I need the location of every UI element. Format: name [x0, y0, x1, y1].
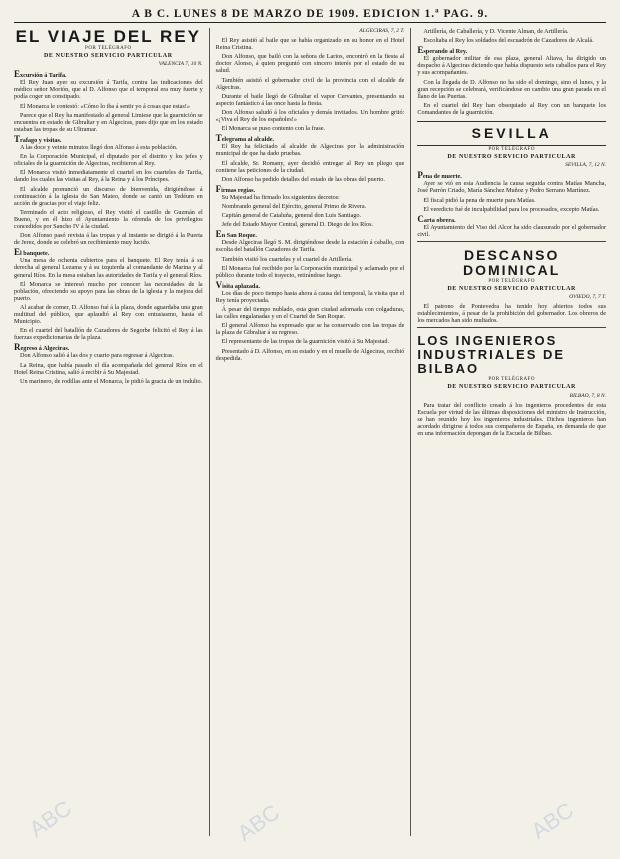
article-paragraph: En el cuartel del batallón de Cazadores de Segorbe felicitó el Rey á las fuerzas expedicionarias de la plaza.: [14, 327, 203, 342]
item-heading: Esperando al Rey.: [417, 45, 468, 56]
article-paragraph: Al acabar de comer, D. Alfonso fué á la plaza, donde aguardaba una gran multitud del público, que aplaudió al Rey con entusiasmo, hasta el Municipio.: [14, 303, 203, 326]
article-paragraph: Su Majestad ha firmado los siguientes decretos:: [221, 193, 340, 201]
item-heading: Trafago y visitas.: [14, 133, 62, 144]
article-paragraph: El patrono de Pontevedra ha tenido hoy abiertos todos sus establecimientos, á pesar de la prohibición del gobernador. Los obreros de los mercados han sido multados.: [417, 303, 606, 325]
article-paragraph: Un marinero, de rodillas ante el Monarca, le pidió la gracia de un indulto.: [20, 377, 203, 385]
article-paragraph: Á pesar del tiempo nublado, esta gran ciudad adornada con colgaduras, las calles engalanadas y en el Cuartel de San Roque.: [215, 306, 405, 321]
item-heading: Excursión á Tarifa.: [14, 69, 67, 80]
article-paragraph: Para tratar del conflicto creado á los ingenieros procedentes de esta Escuela por virtud de las últimas disposiciones del ministro de Instrucción, se han reunido hoy los ingenieros industriales. Dichos ingenieros han acordado dirigirse á todos sus compañeros de España, en demanda de que en una información depongan de la Escuela de Bilbao.: [417, 401, 606, 437]
article-paragraph: Nombrando general del Ejército, general Primo de Rivera.: [221, 202, 367, 210]
article-paragraph: El general Alfonso ha expresado que se ha conservado con las tropas de la plaza de Gibraltar á su regreso.: [215, 322, 405, 337]
byline: POR TELÉGRAFO: [85, 46, 132, 51]
article-paragraph: El Rey asistió al baile que se había organizado en su honor en el Hotel Reina Cristina.: [215, 37, 405, 52]
dateline: VALENCIA 7, 10 N.: [158, 61, 203, 68]
article-paragraph: El Monarca se interesó mucho por conocer las necesidades de la población, ofreciendo su apoyo para las obras de la iglesia y la mejora del puerto.: [14, 280, 203, 302]
article-paragraph: Don Alfonso, que bailó con la señora de Larios, encontró en la fiesta al doctor Alonso, á quien preguntó con sincero interés por el estado de su salud.: [215, 53, 405, 75]
article-paragraph: El Rey ha felicitado al alcalde de Algeciras por la administración municipal de que ha dado pruebas.: [215, 143, 405, 158]
article-paragraph: Artillería, de Caballería, y D. Vicente Alman, de Artillería.: [423, 28, 569, 35]
article-paragraph: El Monarca le contestó: «Cómo lo iba á sentir yo á cosas que estas!»: [20, 102, 190, 110]
article-paragraph: El fiscal pidió la pena de muerte para Matías.: [423, 196, 536, 204]
item-heading: El banquete.: [14, 247, 50, 258]
article-paragraph: La Reina, que había pasado el día acompañada del general Ríos en el Hotel Reina Cristina, salió á recibir á Su Majestad.: [14, 361, 203, 376]
article-paragraph: El representante de las tropas de la guarnición visitó á Su Majestad.: [221, 338, 390, 346]
article-paragraph: Don Alfonso ha pedido detalles del estado de las obras del puerto.: [221, 175, 385, 183]
dateline: BILBAO, 7, 8 N.: [569, 392, 606, 399]
dateline: ALGECIRAS, 7, 2 T.: [359, 28, 405, 34]
article-body: [14, 71, 203, 385]
article-title-descanso: DESCANSO DOMINICAL: [463, 246, 561, 278]
article-paragraph: El alcalde pronunció un discurso de bienvenida, dirigiéndose á continuación á la iglesia de San Mateo, donde se cantó un Tedéum en acción de gracias por el viaje feliz.: [14, 185, 203, 207]
item-heading: Firmas regias.: [215, 183, 256, 194]
watermark: ABC: [232, 799, 285, 846]
item-heading: Visita aplazada.: [215, 279, 260, 290]
article-paragraph: También asistió el gobernador civil de la provincia con el alcalde de Algeciras.: [215, 76, 405, 91]
article-title-sevilla: SEVILLA: [417, 121, 606, 146]
column-2: [209, 28, 405, 836]
article-body: [216, 37, 405, 362]
article-paragraph: Durante el baile llegó de Gibraltar el vapor Cervantes, presentando su aspecto fantástico á las once hasta la fiesta.: [215, 92, 405, 107]
article-paragraph: El Monarca fué recibido por la Corporación municipal y aclamado por el público durante todo el trayecto, retirándose luego.: [215, 264, 405, 279]
service-line: DE NUESTRO SERVICIO PARTICULAR: [447, 384, 576, 391]
article-paragraph: En el cuartel del Rey han obsequiado al Rey con un banquete los Comandantes de la guarnición.: [417, 101, 606, 116]
watermark: ABC: [526, 797, 579, 844]
article-title-viaje: EL VIAJE DEL REY: [15, 28, 202, 46]
article-paragraph: Presentado á D. Alfonso, en su estado y en el muelle de Algeciras, recibió despedida.: [215, 347, 405, 362]
column-3: [410, 28, 606, 836]
watermark: ABC: [24, 795, 77, 842]
article-paragraph: También visitó los cuarteles y el cuartel de Artillería.: [221, 255, 353, 263]
article-paragraph: Don Alfonso salió á las dos y cuarto para regresar á Algeciras.: [20, 352, 174, 360]
article-paragraph: El Rey Juan ayer su excursión á Tarifa, contra las indicaciones del médico señor Morión, que al D. Alfonso que el temporal era muy fuerte y podía coger un constipado.: [14, 79, 203, 101]
article-paragraph: El alcalde, Sr. Romany, ayer decidió entregar al Rey un pliego que contiene las peticiones de la ciudad.: [215, 159, 405, 174]
article-paragraph: Desde Algeciras llegó S. M. dirigiéndose desde la estación á caballo, con escolta del batallón Cazadores de Tarifa.: [215, 239, 405, 254]
article-paragraph: Capitán general de Cataluña, general don Luis Santiago.: [221, 212, 362, 220]
article-paragraph: Jefe del Estado Mayor Central, general D. Diego de los Ríos.: [221, 221, 374, 229]
page-header: A B C. LUNES 8 DE MARZO DE 1909. EDICION 1.ª PAG. 9.: [14, 8, 606, 23]
article-paragraph: Con la llegada de D. Alfonso no ha sido el domingo, sino el lunes, y la gran recepción se celebrará, verificándose en cambio una gran parada en el llano de las Puertas.: [417, 78, 606, 100]
byline: POR TELÉGRAFO: [488, 377, 535, 383]
article-paragraph: Ayer se vió en esta Audiencia la causa seguida contra Matías Mancha, José Parrón Criado, María Sánchez Muñoz y Pedro Serrano Martínez.: [417, 180, 606, 195]
item-heading: Telegrama al alcalde.: [215, 133, 275, 144]
service-line: DE NUESTRO SERVICIO PARTICULAR: [447, 154, 576, 161]
article-body: [417, 172, 606, 238]
article-paragraph: Los días de poco tiempo hasta ahora á causa del temporal, la visita que el Rey tenía proyectada.: [215, 289, 405, 304]
divider: [417, 327, 606, 328]
service-line: DE NUESTRO SERVICIO PARTICULAR: [44, 53, 173, 59]
item-heading: En San Roque.: [215, 229, 257, 240]
article-title-ingenieros: LOS INGENIEROS INDUSTRIALES DE BILBAO: [417, 333, 566, 377]
article-paragraph: El Monarca se puso contento con la frase.: [221, 125, 326, 133]
column-1: [14, 28, 203, 836]
byline: POR TELÉGRAFO: [488, 278, 535, 284]
item-heading: Pena de muerte.: [417, 170, 462, 181]
byline: POR TELÉGRAFO: [488, 147, 535, 153]
article-paragraph: A las doce y veinte minutos llegó don Alfonso á esta población.: [20, 144, 178, 152]
columns: [14, 28, 606, 836]
article-paragraph: Terminado el acto religioso, el Rey visitó el castillo de Guzmán el Bueno, y en él hizo el Ayuntamiento la ofrenda de los privilegios concedidos por Sancho IV á la ciudad.: [14, 208, 203, 230]
divider: [417, 241, 606, 242]
article-paragraph: Don Alfonso pasó revista á las tropas y al instante se dirigió á la Puerta de Jerez, donde se celebró un recibimiento muy lucido.: [14, 232, 203, 247]
article-paragraph: El gobernador militar de esa plaza, general Altava, ha dirigido un despacho á Algeciras diciendo que había dispuesto seis caballos para el Rey y sus acompañantes.: [417, 55, 606, 77]
article-paragraph: Parece que el Rey ha manifestado al general Limiese que la guarnición se encuentra en estado de Gibraltar y en Algeciras, pues dijo que en los estado estaban las tropas de su Ultramar.: [14, 111, 203, 133]
article-paragraph: El veredicto fué de inculpabilidad para los procesados, excepto Matías.: [423, 205, 600, 213]
article-paragraph: El Ayuntamiento del Viso del Alcor ha sido clausurado por el gobernador civil.: [417, 223, 606, 238]
dateline: SEVILLA, 7, 12 N.: [565, 162, 606, 169]
article-paragraph: En la Corporación Municipal, el diputado por el distrito y los jefes y oficiales de la guarnición de Algeciras, recibieron al Rey.: [14, 153, 203, 168]
article-body: [417, 28, 606, 116]
item-heading: Carta obrera.: [417, 213, 456, 224]
item-heading: Regreso á Algeciras.: [14, 342, 70, 353]
article-paragraph: El Monarca visitó inmediatamente el cuartel en los cuarteles de Tarifa, dando los cuales las visitas al Rey, á la Reina y á los Príncipes.: [14, 169, 203, 184]
article-paragraph: Don Alfonso saludó á los oficiales y demás invitados. Un hombre gritó: «¡Viva el Rey de los españoles!»: [215, 108, 405, 124]
article-paragraph: Escoltaba el Rey los soldados del escuadrón de Cazadores de Alcalá.: [423, 37, 594, 45]
dateline: OVIEDO, 7, 7 T.: [569, 294, 606, 301]
service-line: DE NUESTRO SERVICIO PARTICULAR: [447, 285, 576, 292]
article-paragraph: Una mesa de ochenta cubiertos para el banquete. El Rey tenía á su derecha al general Lezama y á su izquierda al comandante de Marina y al general Ríos. En la mesa estaban las autoridades de Tarifa y el general Ríos.: [14, 257, 203, 279]
